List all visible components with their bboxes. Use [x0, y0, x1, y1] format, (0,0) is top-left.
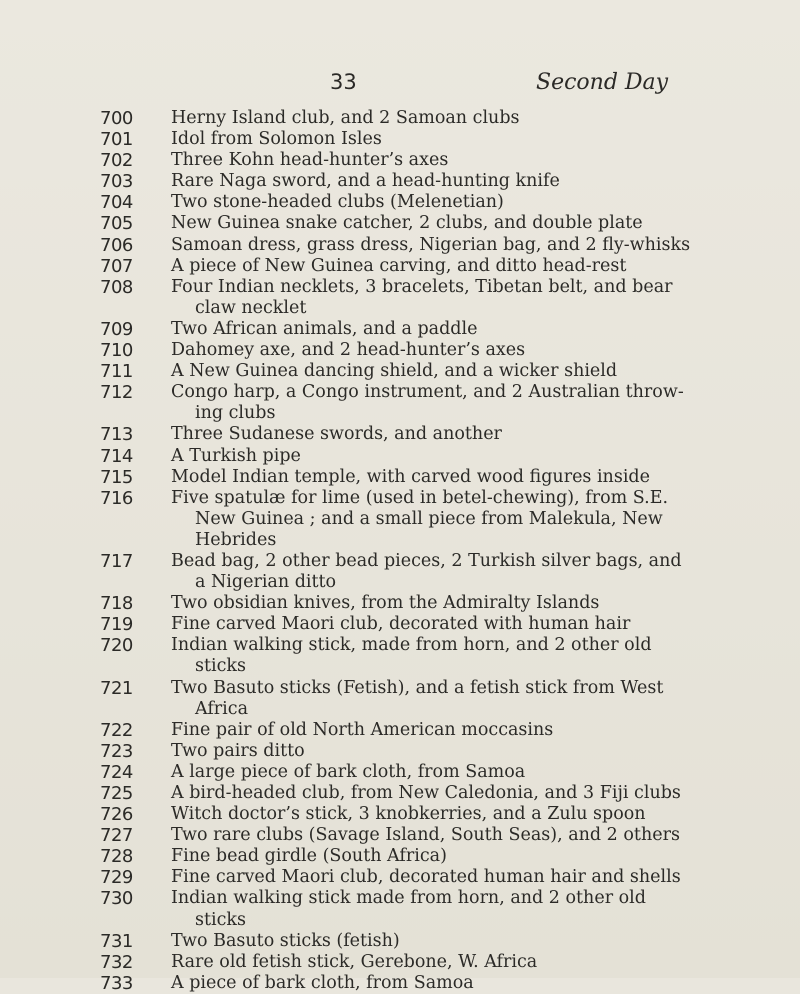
lot-description — [171, 256, 781, 277]
lot-entry — [0, 678, 800, 720]
description-line: Bead bag, 2 other bead pieces, 2 Turkish silver bags, and — [171, 550, 682, 571]
lot-number: 724 — [100, 761, 133, 783]
description-continuation: sticks — [195, 909, 246, 930]
lot-number: 715 — [100, 466, 133, 488]
lot-number: 718 — [100, 593, 133, 615]
description-continuation: New Guinea ; and a small piece from Malekula, New — [195, 508, 663, 529]
lot-entry — [0, 551, 800, 593]
lot-description — [171, 741, 781, 762]
description-line: Three Sudanese swords, and another — [171, 424, 502, 445]
description-continuation: sticks — [195, 656, 246, 677]
lot-entry — [0, 446, 800, 467]
lot-number: 727 — [100, 825, 133, 847]
lot-number: 703 — [100, 171, 133, 193]
lot-description — [171, 192, 781, 213]
description-line: Samoan dress, grass dress, Nigerian bag, and 2 fly-whisks — [171, 234, 691, 255]
lot-description — [171, 762, 781, 783]
lot-entry — [0, 277, 800, 319]
lot-number: 719 — [100, 614, 133, 636]
description-line: Five spatulæ for lime (used in betel-chewing), from S.E. — [171, 487, 669, 508]
lot-description — [171, 973, 781, 994]
lot-entry — [0, 593, 800, 614]
description-line: Two Basuto sticks (Fetish), and a fetish stick from West — [171, 677, 664, 698]
description-line: Rare old fetish stick, Gerebone, W. Africa — [171, 951, 538, 972]
description-line: Two stone-headed clubs (Melenetian) — [171, 192, 504, 213]
lot-entry — [0, 256, 800, 277]
lot-entry — [0, 783, 800, 804]
lot-description — [171, 488, 781, 551]
lot-entry — [0, 319, 800, 340]
description-continuation: Hebrides — [195, 529, 277, 550]
lot-description — [171, 551, 781, 593]
lot-entry — [0, 213, 800, 234]
lot-description — [171, 783, 781, 804]
lot-description — [171, 467, 781, 488]
description-line: A large piece of bark cloth, from Samoa — [171, 761, 526, 782]
lot-number: 721 — [100, 677, 133, 699]
lot-description — [171, 150, 781, 171]
lot-entry — [0, 762, 800, 783]
description-line: Fine pair of old North American moccasins — [171, 719, 554, 740]
lot-number: 710 — [100, 340, 133, 362]
lot-entry — [0, 340, 800, 361]
lot-description — [171, 867, 781, 888]
page-header — [0, 70, 800, 100]
description-line: Rare Naga sword, and a head-hunting knife — [171, 171, 560, 192]
lot-entry — [0, 635, 800, 677]
description-line: Two pairs ditto — [171, 740, 305, 761]
lot-number: 708 — [100, 276, 133, 298]
lot-number: 725 — [100, 783, 133, 804]
lot-entry — [0, 741, 800, 762]
description-continuation: Africa — [195, 698, 249, 719]
lot-description — [171, 593, 781, 614]
lot-number: 716 — [100, 487, 133, 509]
lot-description — [171, 846, 781, 867]
description-continuation: a Nigerian ditto — [195, 572, 337, 593]
description-line: Three Kohn head-hunter’s axes — [171, 150, 449, 171]
description-line: A piece of bark cloth, from Samoa — [171, 972, 474, 993]
lot-number: 714 — [100, 445, 133, 467]
lot-description — [171, 108, 781, 129]
lot-entry — [0, 973, 800, 994]
lot-number: 732 — [100, 951, 133, 973]
lot-number: 704 — [100, 192, 133, 214]
lot-entry — [0, 192, 800, 213]
lot-number: 717 — [100, 550, 133, 572]
description-line: New Guinea snake catcher, 2 clubs, and double plate — [171, 213, 643, 234]
lot-number: 730 — [100, 888, 133, 910]
description-line: Model Indian temple, with carved wood figures inside — [171, 466, 650, 487]
lot-entry — [0, 952, 800, 973]
lot-number: 711 — [100, 361, 133, 383]
description-line: Two rare clubs (Savage Island, South Seas), and 2 others — [171, 825, 680, 846]
description-line: Indian walking stick made from horn, and 2 other old — [171, 888, 646, 909]
description-continuation: ing clubs — [195, 403, 276, 424]
lot-number: 705 — [100, 213, 133, 235]
lot-entry — [0, 888, 800, 930]
lot-number: 729 — [100, 867, 133, 889]
lot-description — [171, 720, 781, 741]
lot-number: 702 — [100, 150, 133, 172]
lot-entry — [0, 235, 800, 256]
lot-entry — [0, 171, 800, 192]
description-line: Fine bead girdle (South Africa) — [171, 846, 447, 867]
description-line: Idol from Solomon Isles — [171, 129, 382, 150]
lot-description — [171, 361, 781, 382]
lot-description — [171, 424, 781, 445]
lot-entry — [0, 804, 800, 825]
lot-number: 728 — [100, 846, 133, 868]
lot-description — [171, 340, 781, 361]
lot-description — [171, 446, 781, 467]
running-title: Second Day — [536, 70, 669, 95]
description-line: A New Guinea dancing shield, and a wicker shield — [171, 361, 618, 382]
lot-number: 700 — [100, 108, 133, 129]
lot-description — [171, 235, 781, 256]
lot-number: 723 — [100, 740, 133, 762]
lot-number: 733 — [100, 972, 133, 994]
lot-description — [171, 319, 781, 340]
lot-entry — [0, 614, 800, 635]
description-line: Two obsidian knives, from the Admiralty Islands — [171, 593, 600, 614]
lot-entry — [0, 867, 800, 888]
lot-entry — [0, 150, 800, 171]
lot-number: 720 — [100, 635, 133, 657]
lot-description — [171, 171, 781, 192]
lot-description — [171, 888, 781, 930]
lot-number: 713 — [100, 424, 133, 446]
lot-entry — [0, 424, 800, 445]
lot-description — [171, 825, 781, 846]
description-line: Four Indian necklets, 3 bracelets, Tibetan belt, and bear — [171, 276, 673, 297]
description-line: Indian walking stick, made from horn, and 2 other old — [171, 635, 652, 656]
lot-description — [171, 804, 781, 825]
description-line: Fine carved Maori club, decorated with human hair — [171, 614, 631, 635]
lot-description — [171, 931, 781, 952]
lot-entry — [0, 467, 800, 488]
lot-entry — [0, 108, 800, 129]
lot-description — [171, 213, 781, 234]
lot-description — [171, 678, 781, 720]
description-line: A bird-headed club, from New Caledonia, and 3 Fiji clubs — [171, 783, 681, 803]
lot-number: 707 — [100, 255, 133, 277]
lot-number: 701 — [100, 129, 133, 151]
lot-number: 712 — [100, 382, 133, 404]
lot-entry — [0, 129, 800, 150]
lot-list — [0, 108, 800, 994]
description-line: Fine carved Maori club, decorated human hair and shells — [171, 867, 681, 888]
lot-number: 722 — [100, 719, 133, 741]
lot-entry — [0, 361, 800, 382]
lot-entry — [0, 846, 800, 867]
description-continuation: claw necklet — [195, 297, 307, 318]
description-line: Two Basuto sticks (fetish) — [171, 930, 400, 951]
description-line: Two African animals, and a paddle — [171, 318, 478, 339]
description-line: Witch doctor’s stick, 3 knobkerries, and a Zulu spoon — [171, 804, 646, 825]
lot-number: 706 — [100, 234, 133, 256]
lot-entry — [0, 488, 800, 551]
description-line: Dahomey axe, and 2 head-hunter’s axes — [171, 340, 526, 361]
description-line: Congo harp, a Congo instrument, and 2 Australian throw- — [171, 382, 684, 403]
lot-entry — [0, 825, 800, 846]
page-number: 33 — [330, 70, 357, 94]
lot-number: 726 — [100, 804, 133, 826]
lot-description — [171, 952, 781, 973]
lot-description — [171, 614, 781, 635]
lot-description — [171, 635, 781, 677]
lot-entry — [0, 931, 800, 952]
lot-description — [171, 277, 781, 319]
lot-number: 709 — [100, 318, 133, 340]
lot-entry — [0, 720, 800, 741]
description-line: A Turkish pipe — [171, 445, 301, 466]
description-line: A piece of New Guinea carving, and ditto head-rest — [171, 255, 627, 276]
lot-description — [171, 129, 781, 150]
lot-entry — [0, 382, 800, 424]
lot-description — [171, 382, 781, 424]
description-line: Herny Island club, and 2 Samoan clubs — [171, 108, 520, 128]
lot-number: 731 — [100, 930, 133, 952]
